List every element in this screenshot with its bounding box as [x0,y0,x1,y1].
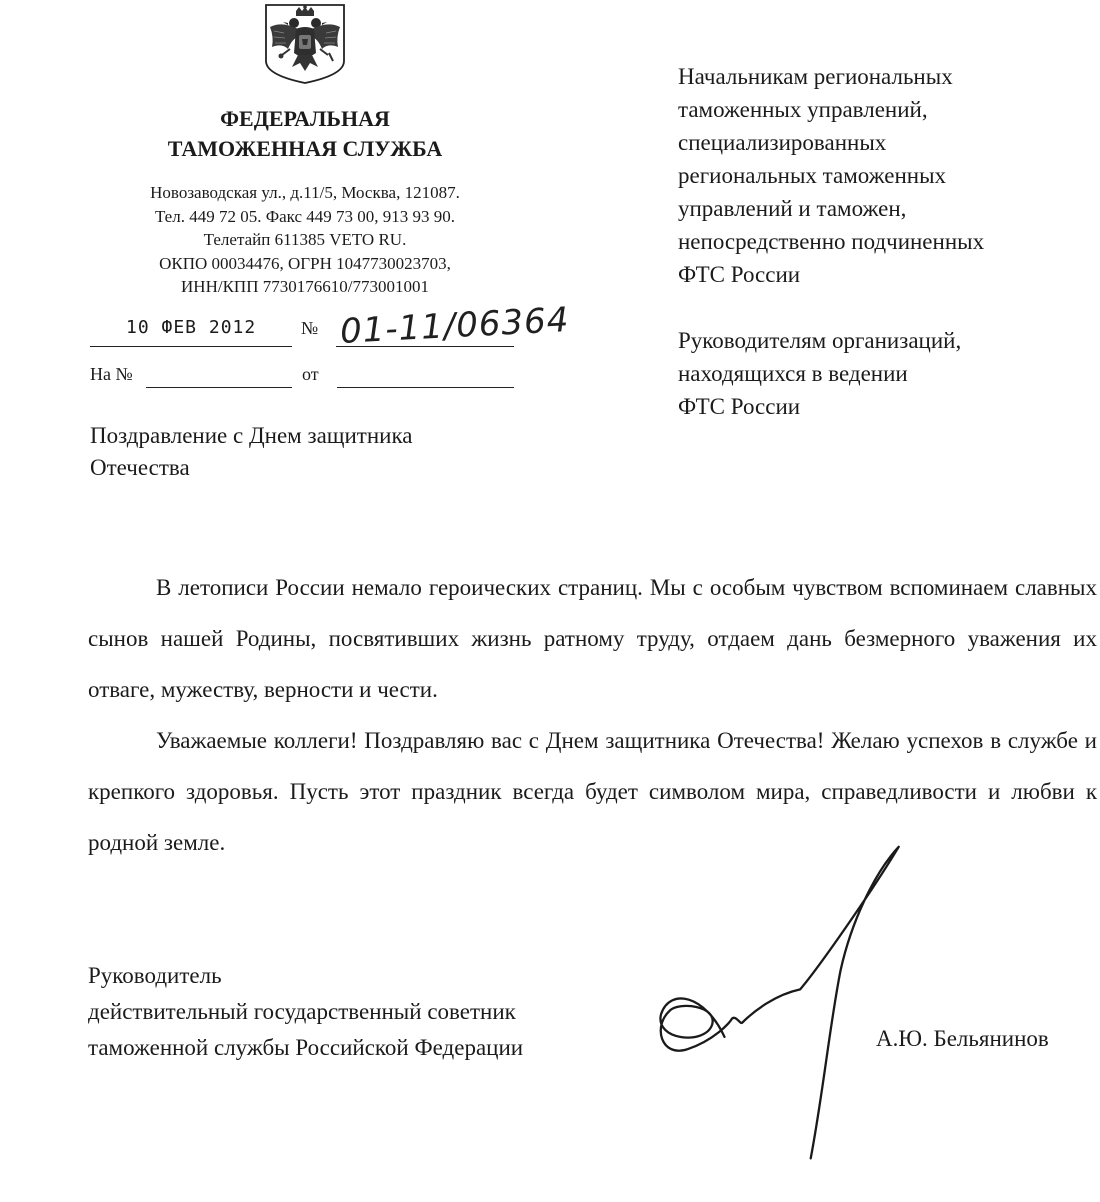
subject-line-2: Отечества [90,455,190,480]
org-phones: Тел. 449 72 05. Факс 449 73 00, 913 93 90. [154,206,456,226]
subject-line-1: Поздравление с Днем защитника [90,423,413,448]
org-okpo-ogrn: ОКПО 00034476, ОГРН 1047730023703, [159,253,451,273]
number-label: № [301,318,319,338]
signer-title: Руководитель действительный государственный советник таможенной службы Российской Федерации [88,963,524,1060]
handwritten-signature [640,838,900,1202]
addressee-organization-heads: Руководителям организаций, находящихся в ведении ФТС России [678,328,962,419]
date-field [90,314,292,347]
org-teletype: Телетайп 611385 VETO RU. [203,230,407,249]
reply-to-label: На № [90,364,133,384]
coat-of-arms-icon [262,3,348,85]
reply-number-line [146,387,292,388]
org-inn-kpp: ИНН/КПП 7730176610/773001001 [181,277,429,296]
signer-name: А.Ю. Бельянинов [876,1026,1049,1051]
date-stamp: 10 ФЕВ 2012 [126,317,257,338]
addressees [678,60,1088,423]
letter-subject [90,420,520,484]
org-address: Новозаводская ул., д.11/5, Москва, 121087. [150,183,460,202]
body-paragraph-2: Уважаемые коллеги! Поздравляю вас с Днем защитника Отечества! Желаю успехов в службе и крепкого здоровья. Пусть этот праздник всегда будет символом мира, справедливости и любви к родной земле. [88,728,1097,855]
document-number: 01-11/06364 [339,300,571,352]
org-name-line-2: ТАМОЖЕННАЯ СЛУЖБА [167,136,443,161]
organization-contacts [95,181,515,299]
org-name-line-1: ФЕДЕРАЛЬНАЯ [220,106,390,131]
reply-date-line [337,387,514,388]
organization-name [100,104,510,164]
letter-body [88,562,1097,868]
reply-from-label: от [302,364,319,384]
addressee-regional-chiefs: Начальникам региональных таможенных управлений, специализированных региональных таможенных управлений и таможен, непосредственно подчиненных ФТС России [678,64,985,287]
body-paragraph-1: В летописи России немало героических страниц. Мы с особым чувством вспоминаем славных сынов нашей Родины, посвятивших жизнь ратному труду, отдаем дань безмерного уважения их отваге, мужеству, верности и чести. [88,575,1097,702]
